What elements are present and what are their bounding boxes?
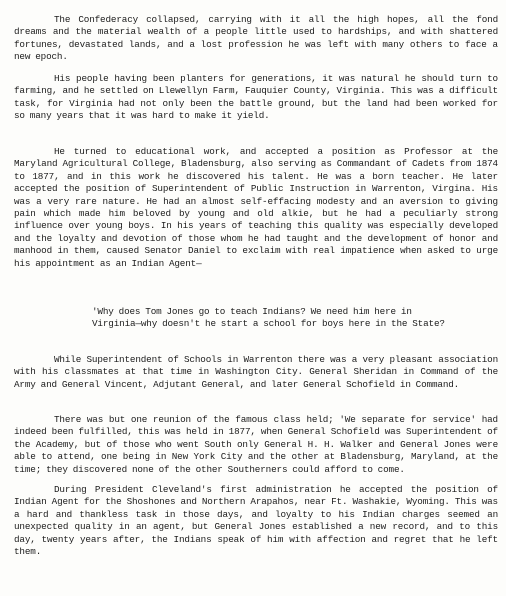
block-quote: 'Why does Tom Jones go to teach Indians? We need him here in Virginia—why doesn't he start a school for boys here in the State?	[92, 306, 445, 330]
paragraph-reunion	[14, 414, 498, 476]
paragraph-text: While Superintendent of Schools in Warrenton there was a very pleasant association with his classmates at that time in Washington City. General Sheridan in Command of the Army and General Vincent, Adjutant General, and later General Schofield in Command.	[14, 354, 498, 390]
paragraph-warrenton	[14, 354, 498, 391]
paragraph-educational-work	[14, 146, 498, 270]
paragraph-confederacy	[14, 14, 498, 64]
paragraph-text: His people having been planters for generations, it was natural he should turn to farming, and he settled on Llewellyn Farm, Fauquier County, Virginia. This was a difficult task, for Virginia had not only been the battle ground, but the land had been worked for so many years that it was hard to make it yield.	[14, 73, 498, 122]
paragraph-text: He turned to educational work, and accepted a position as Professor at the Maryland Agricultural College, Bladensburg, also serving as Commandant of Cadets from 1874 to 1877, and in this work he discovered his talent. He was a born teacher. He later accepted the position of Superintendent of Public Instruction in Warrenton, Virgina. His was a very rare nature. He had an almost self-effacing modesty and an aversion to giving pain which made him beloved by young and old alkie, but he had a peculiarly strong influence over young boys. In his years of teaching this quality was especially developed and the loyalty and devotion of those whom he had taught and the development of honor and manhood in them, caused Senator Daniel to exclaim with real impatience when asked to urge his appointment as an Indian Agent—	[14, 146, 498, 269]
paragraph-text: The Confederacy collapsed, carrying with it all the high hopes, all the fond dreams and the material wealth of a people little used to hardships, and with shattered fortunes, devastated lands, and a lost profession he was left with many others to face a new epoch.	[14, 14, 498, 63]
paragraph-indian-agent	[14, 484, 498, 558]
paragraph-text: There was but one reunion of the famous class held; 'We separate for service' had indeed been fulfilled, this was held in 1877, when General Schofield was Superintendent of the Academy, but of those who went South only General H. H. Walker and General Jones were able to attend, one being in New York City and the other at Bladensburg, Maryland, at the time; they discovered none of the other Southerners could afford to come.	[14, 414, 498, 475]
paragraph-farming	[14, 73, 498, 123]
paragraph-text: During President Cleveland's first administration he accepted the position of Indian Agent for the Shoshones and Northern Arapahos, near Ft. Washakie, Wyoming. This was a hard and thankless task in those days, and loyalty to his Indian charges seemed an unexpected quality in an agent, but General Jones established a new record, and to this day, twenty years after, the Indians speak of him with affection and regret that he left them.	[14, 484, 498, 558]
